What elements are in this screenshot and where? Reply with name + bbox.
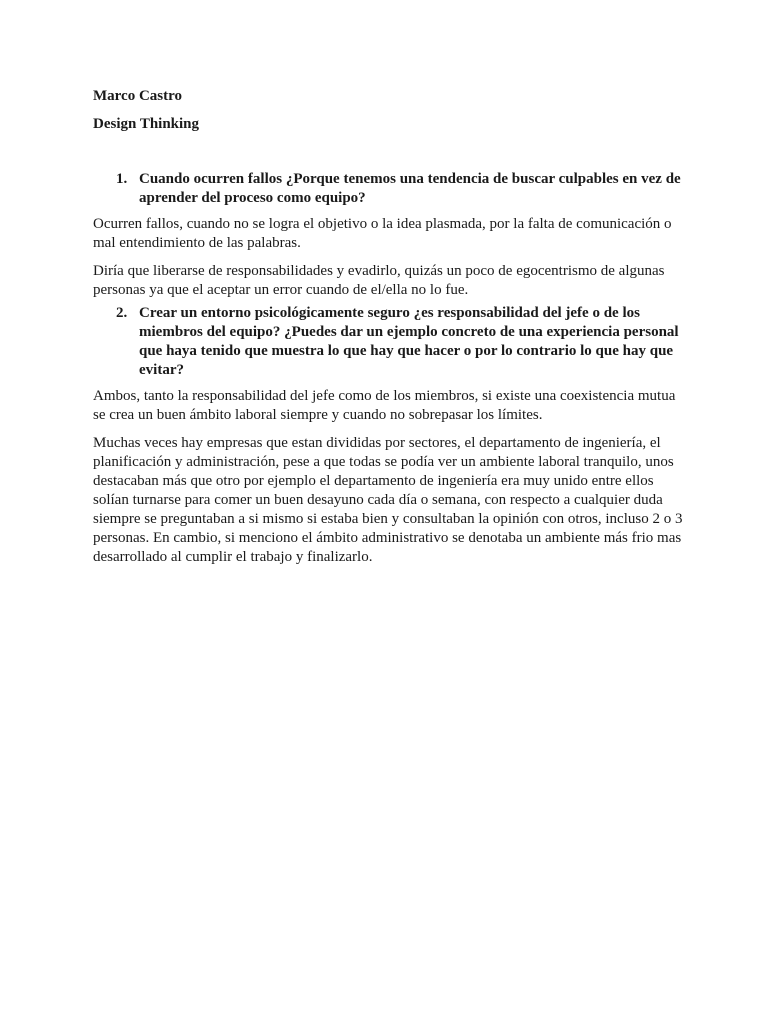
question-1-number: 1. [116,171,128,187]
question-1-text: Cuando ocurren fallos ¿Porque tenemos una tendencia de buscar culpables en vez de aprender del proceso como equipo? [139,171,681,206]
answer-2-paragraph-2: Muchas veces hay empresas que estan divididas por sectores, el departamento de ingeniería, el planificación y administración, pese a que todas se podía ver un ambiente laboral tranquilo, unos destacaban más que otro por ejemplo el departamento de ingeniería era muy unido entre ellos solían turnarse para comer un buen desayuno cada día o semana, con respecto a cualquier duda siempre se preguntaban a si mismo si estaba bien y consultaban la opinión con otros, incluso 2 o 3 personas. En cambio, si menciono el ámbito administrativo se denotaba un ambiente más frio mas desarrollado al cumplir el trabajo y finalizarlo. [93,435,683,565]
answer-2-paragraph-1: Ambos, tanto la responsabilidad del jefe como de los miembros, si existe una coexistencia mutua se crea un buen ámbito laboral siempre y cuando no sobrepasar los límites. [93,388,676,423]
answer-1-paragraph-1: Ocurren fallos, cuando no se logra el objetivo o la idea plasmada, por la falta de comunicación o mal entendimiento de las palabras. [93,216,672,251]
question-2-number: 2. [116,305,128,321]
document-page [93,87,683,576]
answer-1-paragraph-2: Diría que liberarse de responsabilidades y evadirlo, quizás un poco de egocentrismo de algunas personas ya que el aceptar un error cuando de el/ella no lo fue. [93,263,665,298]
author-name: Marco Castro [93,88,183,104]
question-2-text: Crear un entorno psicológicamente seguro ¿es responsabilidad del jefe o de los miembros del equipo? ¿Puedes dar un ejemplo concreto de una experiencia personal que haya tenido que muestra lo que hay que hacer o por lo contrario lo que hay que evitar? [139,305,679,378]
course-title: Design Thinking [93,116,200,132]
question-2 [93,304,683,380]
question-1 [93,170,683,208]
